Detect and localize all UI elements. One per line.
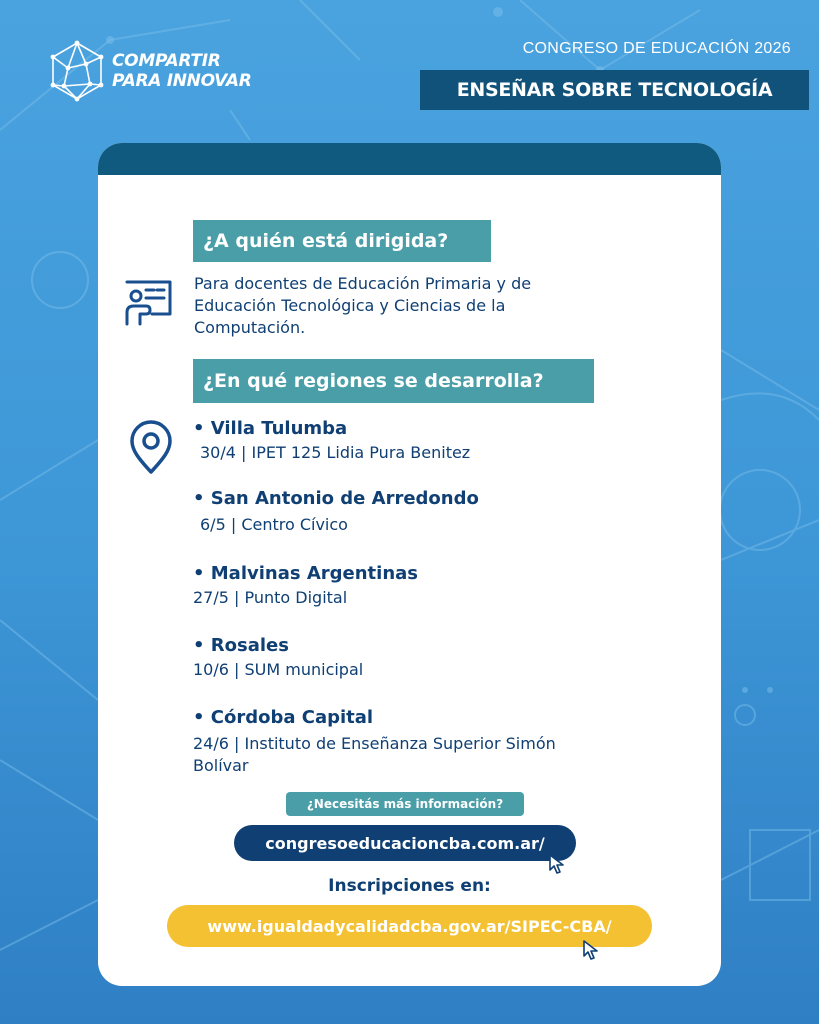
pointer-cursor-icon [548,853,566,875]
logo-line-2: PARA INNOVAR [112,71,252,91]
card-header-band [98,143,721,175]
logo-line-1: COMPARTIR [112,51,221,71]
congress-website-link[interactable]: congresoeducacioncba.com.ar/ [234,825,576,861]
region-name-4: • Rosales [193,635,289,656]
registration-label: Inscripciones en: [328,876,491,896]
regions-heading: ¿En qué regiones se desarrolla? [193,359,594,403]
region-detail-5-line-1: 24/6 | Instituto de Enseñanza Superior Simón [193,734,556,753]
region-name-1: • Villa Tulumba [193,418,348,439]
audience-line-3: Computación. [194,318,306,337]
audience-line-1: Para docentes de Educación Primaria y de [194,274,532,293]
presentation-board-icon [124,276,176,328]
region-detail-5-line-2: Bolívar [193,756,249,775]
region-detail-2: 6/5 | Centro Cívico [200,515,348,534]
region-detail-5 [193,733,556,777]
pointer-cursor-icon [582,939,600,961]
region-detail-3: 27/5 | Punto Digital [193,588,348,607]
more-info-label: ¿Necesitás más información? [286,792,524,816]
audience-heading: ¿A quién está dirigida? [193,220,491,262]
audience-description [194,273,531,339]
location-pin-icon [128,420,174,476]
region-name-2: • San Antonio de Arredondo [193,488,479,509]
region-name-3: • Malvinas Argentinas [193,563,419,584]
registration-link[interactable]: www.igualdadycalidadcba.gov.ar/SIPEC-CBA/ [167,905,652,947]
event-logo [48,40,252,102]
network-sphere-icon [48,40,106,102]
region-detail-1: 30/4 | IPET 125 Lidia Pura Benitez [200,443,471,462]
congress-label: CONGRESO DE EDUCACIÓN 2026 [522,40,791,57]
page-title: ENSEÑAR SOBRE TECNOLOGÍA [420,70,809,110]
audience-line-2: Educación Tecnológica y Ciencias de la [194,296,506,315]
region-detail-4: 10/6 | SUM municipal [193,660,364,679]
region-name-5: • Córdoba Capital [193,707,374,728]
